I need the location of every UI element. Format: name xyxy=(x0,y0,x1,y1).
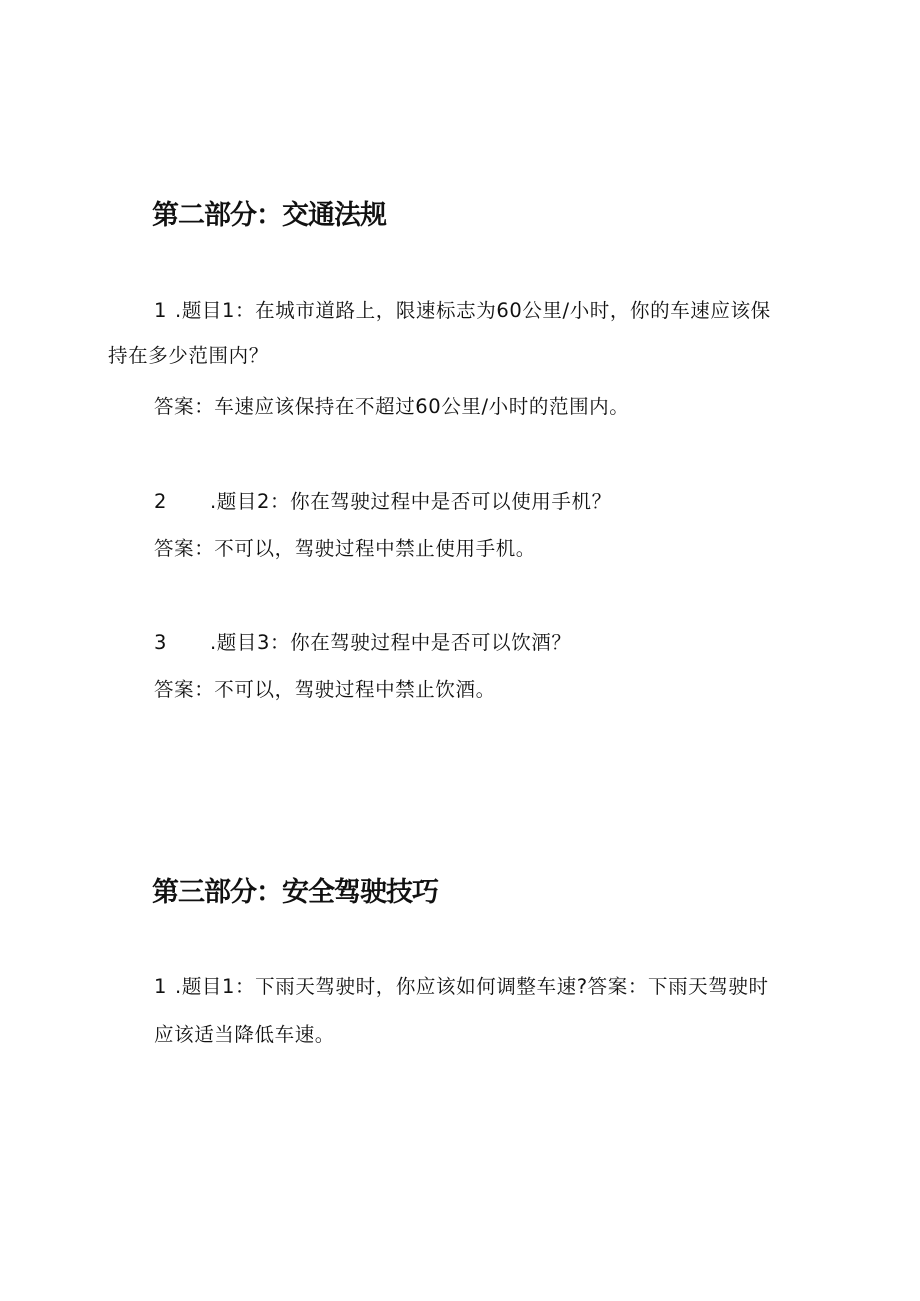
question-2 xyxy=(154,488,612,516)
section3-question-1-line-1 xyxy=(154,973,769,1001)
section3-question-1-line-2: 应该适当降低车速。 xyxy=(154,1023,335,1046)
question-number: 2 xyxy=(154,490,168,513)
question-text: .题目2：你在驾驶过程中是否可以使用手机？ xyxy=(210,490,612,513)
question-number: 1 xyxy=(154,975,168,998)
question-1-line-1 xyxy=(154,297,771,325)
question-1-line-2: 持在多少范围内？ xyxy=(108,344,269,367)
question-text: .题目1：在城市道路上，限速标志为60公里/小时，你的车速应该保 xyxy=(175,299,771,322)
question-text: .题目1：下雨天驾驶时，你应该如何调整车速?答案：下雨天驾驶时 xyxy=(175,975,769,998)
answer-1: 答案：车速应该保持在不超过60公里/小时的范围内。 xyxy=(154,395,630,418)
section-heading-safe-driving: 第三部分：安全驾驶技巧 xyxy=(152,877,438,908)
answer-2: 答案：不可以，驾驶过程中禁止使用手机。 xyxy=(154,537,536,560)
question-number: 1 xyxy=(154,299,168,322)
question-3 xyxy=(154,629,572,657)
section-heading-traffic-rules: 第二部分：交通法规 xyxy=(152,200,386,231)
question-number: 3 xyxy=(154,631,168,654)
answer-3: 答案：不可以，驾驶过程中禁止饮酒。 xyxy=(154,678,496,701)
question-text: .题目3：你在驾驶过程中是否可以饮酒？ xyxy=(210,631,572,654)
